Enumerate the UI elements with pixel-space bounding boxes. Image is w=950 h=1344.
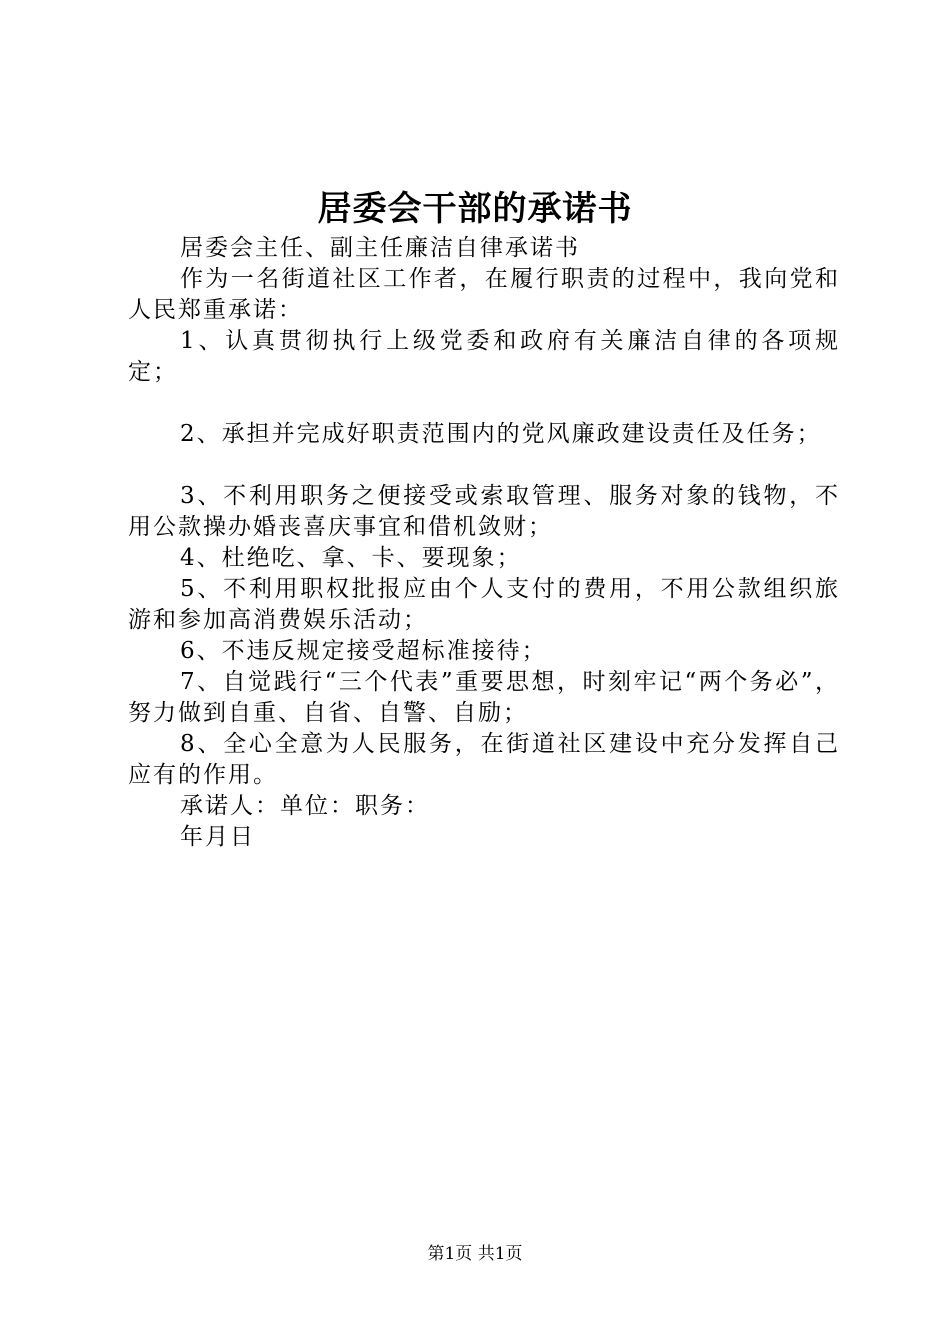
paragraph-item-7: 7、自觉践行“三个代表”重要思想，时刻牢记“两个务必”，努力做到自重、自省、自警、自励； xyxy=(128,669,840,726)
date-line: 年月日 xyxy=(180,824,255,850)
paragraph-item-8: 8、全心全意为人民服务，在街道社区建设中充分发挥自己应有的作用。 xyxy=(128,731,840,788)
signature-line: 承诺人：单位：职务： xyxy=(180,793,430,819)
paragraph-intro: 作为一名街道社区工作者，在履行职责的过程中，我向党和人民郑重承诺： xyxy=(128,266,840,323)
document-title: 居委会干部的承诺书 xyxy=(317,189,633,229)
paragraph-item-4: 4、杜绝吃、拿、卡、要现象； xyxy=(180,545,522,571)
paragraph-item-2: 2、承担并完成好职责范围内的党风廉政建设责任及任务； xyxy=(180,421,822,447)
document-body xyxy=(128,233,840,853)
paragraph-item-3: 3、不利用职务之便接受或索取管理、服务对象的钱物，不用公款操办婚丧喜庆事宜和借机敛财； xyxy=(128,483,840,540)
paragraph-item-6: 6、不违反规定接受超标准接待； xyxy=(180,638,547,664)
paragraph-item-5: 5、不利用职权批报应由个人支付的费用，不用公款组织旅游和参加高消费娱乐活动； xyxy=(128,576,840,633)
paragraph-subtitle: 居委会主任、副主任廉洁自律承诺书 xyxy=(180,235,580,261)
page-footer: 第1页 共1页 xyxy=(427,1244,523,1264)
paragraph-item-1: 1、认真贯彻执行上级党委和政府有关廉洁自律的各项规定； xyxy=(128,328,840,385)
